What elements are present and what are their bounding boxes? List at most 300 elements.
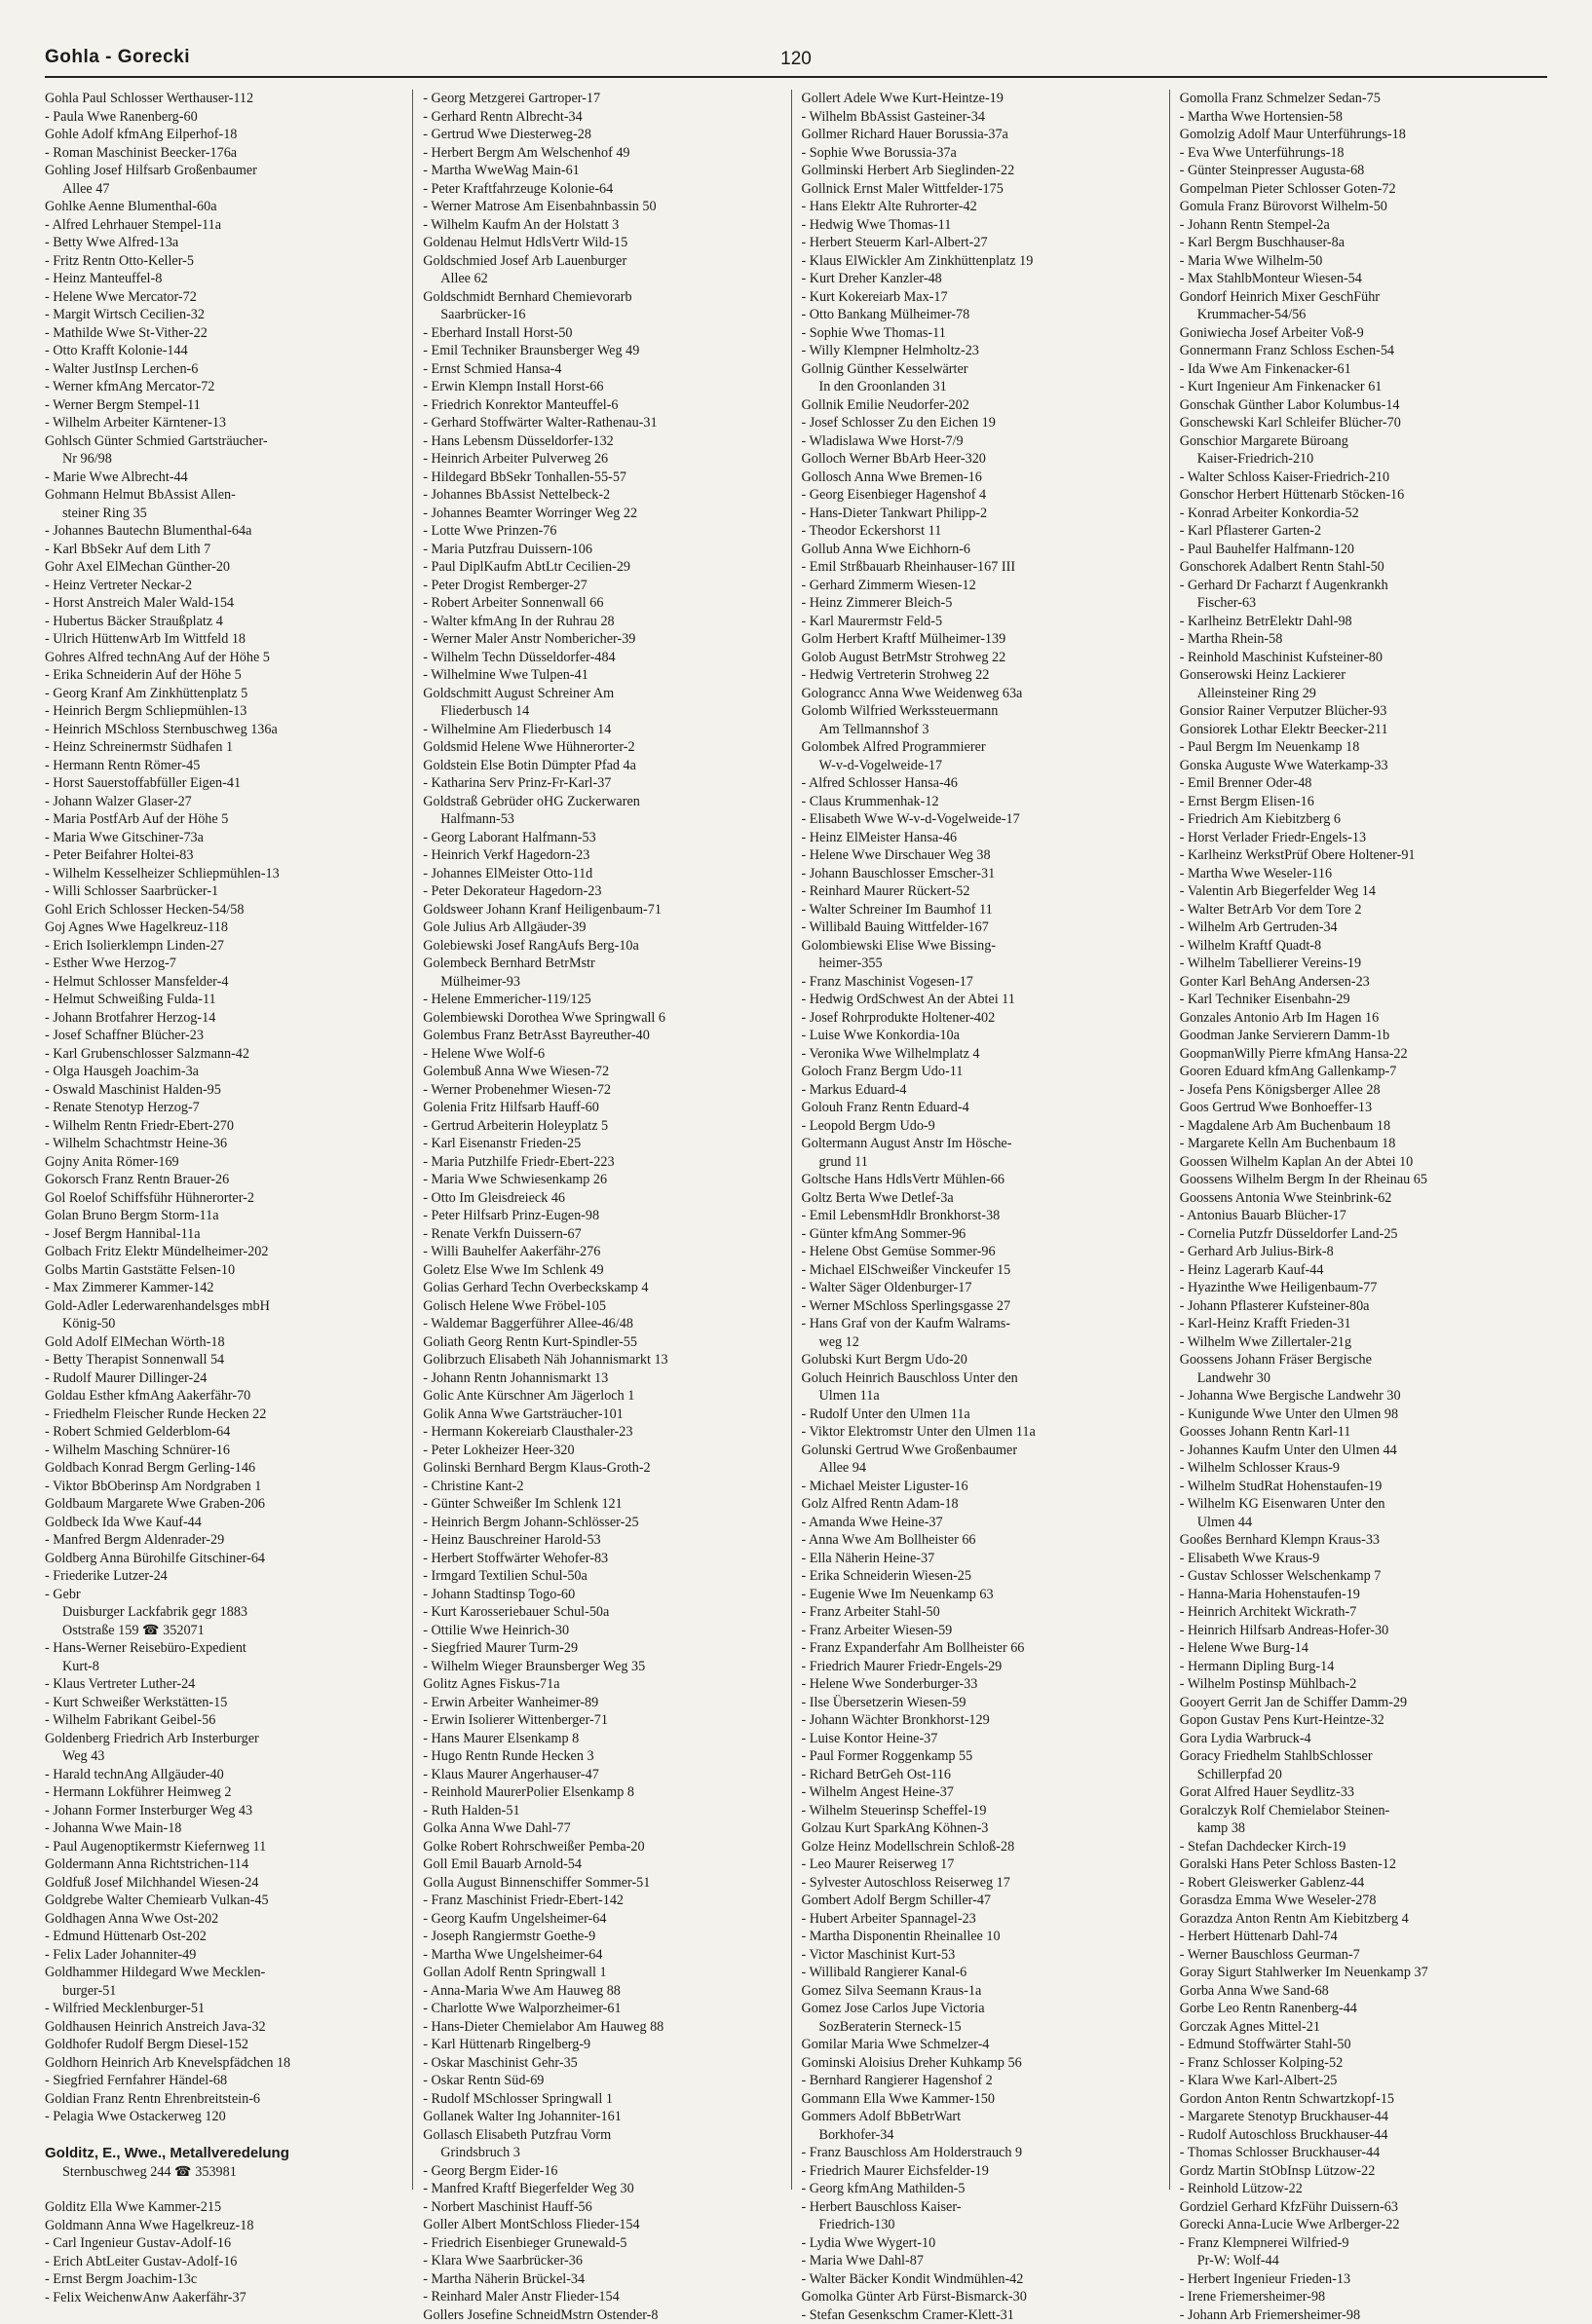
directory-entry: - Marie Wwe Albrecht-44 xyxy=(45,469,402,487)
directory-entry: - Theodor Eckershorst 11 xyxy=(802,522,1159,541)
directory-entry: - Günter Schweißer Im Schlenk 121 xyxy=(423,1495,780,1514)
directory-entry: - Maria Wwe Wilhelm-50 xyxy=(1180,252,1537,271)
directory-entry: - Pelagia Wwe Ostackerweg 120 xyxy=(45,2108,402,2126)
directory-entry: Goltz Berta Wwe Detlef-3a xyxy=(802,1189,1159,1208)
directory-entry: - Georg Laborant Halfmann-53 xyxy=(423,829,780,847)
entry-continuation: Sternbuschweg 244 ☎ 353981 xyxy=(45,2163,402,2182)
directory-entry: - Hermann Kokereiarb Clausthaler-23 xyxy=(423,1423,780,1442)
directory-entry: Gorczak Agnes Mittel-21 xyxy=(1180,2018,1537,2037)
directory-entry: - Johann Pflasterer Kufsteiner-80a xyxy=(1180,1297,1537,1316)
entry-continuation: Fliederbusch 14 xyxy=(423,702,780,721)
directory-entry: - Willi Schlosser Saarbrücker-1 xyxy=(45,882,402,901)
directory-entry: Golzau Kurt SparkAng Köhnen-3 xyxy=(802,1819,1159,1838)
entry-continuation: weg 12 xyxy=(802,1333,1159,1352)
entry-continuation: Ulmen 44 xyxy=(1180,1514,1537,1532)
directory-entry: Goldmann Anna Wwe Hagelkreuz-18 xyxy=(45,2217,402,2235)
directory-entry: - Wilhelm Postinsp Mühlbach-2 xyxy=(1180,1675,1537,1694)
directory-entry: - Reinhold Lützow-22 xyxy=(1180,2180,1537,2198)
directory-entry: - Friedrich Eisenbieger Grunewald-5 xyxy=(423,2234,780,2253)
directory-entry: - Heinz ElMeister Hansa-46 xyxy=(802,829,1159,847)
directory-entry: - Luise Kontor Heine-37 xyxy=(802,1730,1159,1748)
directory-entry: - Karl Eisenanstr Frieden-25 xyxy=(423,1135,780,1153)
directory-entry: Golembeck Bernhard BetrMstr xyxy=(423,955,780,973)
entry-continuation: Nr 96/98 xyxy=(45,450,402,469)
directory-entry: - Paul Bergm Im Neuenkamp 18 xyxy=(1180,738,1537,757)
entry-continuation: In den Groonlanden 31 xyxy=(802,378,1159,396)
directory-entry: - Erwin Arbeiter Wanheimer-89 xyxy=(423,1694,780,1712)
directory-entry: - Johann Bauschlosser Emscher-31 xyxy=(802,865,1159,883)
directory-entry: - Franz Bauschloss Am Holderstrauch 9 xyxy=(802,2144,1159,2162)
directory-entry: - Max StahlbMonteur Wiesen-54 xyxy=(1180,270,1537,288)
directory-entry: - Johann Brotfahrer Herzog-14 xyxy=(45,1009,402,1028)
directory-entry: - Franz Maschinist Friedr-Ebert-142 xyxy=(423,1892,780,1910)
directory-entry: - Peter Hilfsarb Prinz-Eugen-98 xyxy=(423,1207,780,1225)
directory-entry: - Herbert Steuerm Karl-Albert-27 xyxy=(802,234,1159,252)
directory-entry: Gorbe Leo Rentn Ranenberg-44 xyxy=(1180,2000,1537,2018)
directory-entry: - Richard BetrGeh Ost-116 xyxy=(802,1766,1159,1784)
directory-entry: - Maria Wwe Dahl-87 xyxy=(802,2252,1159,2270)
directory-entry: Goltsche Hans HdlsVertr Mühlen-66 xyxy=(802,1171,1159,1189)
entry-continuation: Halfmann-53 xyxy=(423,810,780,829)
directory-entry: Gollmer Richard Hauer Borussia-37a xyxy=(802,126,1159,144)
directory-entry: - Friedrich Konrektor Manteuffel-6 xyxy=(423,396,780,415)
directory-entry: - Leo Maurer Reiserweg 17 xyxy=(802,1855,1159,1874)
directory-entry: - Helene Wwe Burg-14 xyxy=(1180,1639,1537,1658)
directory-entry: - Paul Bauhelfer Halfmann-120 xyxy=(1180,541,1537,559)
spacer xyxy=(45,2181,402,2198)
directory-entry: Gokorsch Franz Rentn Brauer-26 xyxy=(45,1171,402,1189)
directory-entry: - Olga Hausgeh Joachim-3a xyxy=(45,1063,402,1081)
directory-entry: Gombert Adolf Bergm Schiller-47 xyxy=(802,1892,1159,1910)
directory-entry: - Johann Former Insterburger Weg 43 xyxy=(45,1802,402,1820)
directory-entry: Gominski Aloisius Dreher Kuhkamp 56 xyxy=(802,2054,1159,2073)
directory-entry: - Anna-Maria Wwe Am Hauweg 88 xyxy=(423,1982,780,2001)
directory-entry: Gojny Anita Römer-169 xyxy=(45,1153,402,1172)
directory-entry: - Walter JustInsp Lerchen-6 xyxy=(45,360,402,379)
directory-entry: Goll Emil Bauarb Arnold-54 xyxy=(423,1855,780,1874)
directory-entry: - Karl-Heinz Krafft Frieden-31 xyxy=(1180,1315,1537,1333)
directory-entry: - Klara Wwe Saarbrücker-36 xyxy=(423,2252,780,2270)
directory-entry: - Josef Rohrprodukte Holtener-402 xyxy=(802,1009,1159,1028)
directory-entry: - Betty Wwe Alfred-13a xyxy=(45,234,402,252)
directory-entry: - Robert Schmied Gelderblom-64 xyxy=(45,1423,402,1442)
entry-continuation: Fischer-63 xyxy=(1180,594,1537,613)
directory-entry: - Wilhelm Arbeiter Kärntener-13 xyxy=(45,414,402,432)
directory-entry: Goldfuß Josef Milchhandel Wiesen-24 xyxy=(45,1874,402,1893)
directory-entry: - Alfred Lehrhauer Stempel-11a xyxy=(45,216,402,235)
directory-entry: - Emil Brenner Oder-48 xyxy=(1180,774,1537,793)
directory-entry: Gorazdza Anton Rentn Am Kiebitzberg 4 xyxy=(1180,1910,1537,1929)
directory-entry: - Hugo Rentn Runde Hecken 3 xyxy=(423,1747,780,1766)
directory-entry: - Helene Wwe Wolf-6 xyxy=(423,1045,780,1064)
directory-entry: - Otto Bankang Mülheimer-78 xyxy=(802,306,1159,324)
directory-entry: - Veronika Wwe Wilhelmplatz 4 xyxy=(802,1045,1159,1064)
directory-entry: - Heinrich Arbeiter Pulverweg 26 xyxy=(423,450,780,469)
directory-entry: - Willi Bauhelfer Aakerfähr-276 xyxy=(423,1243,780,1261)
directory-entry: - Herbert Stoffwärter Wehofer-83 xyxy=(423,1550,780,1568)
directory-entry: - Wilhelm Tabellierer Vereins-19 xyxy=(1180,955,1537,973)
directory-entry: Goldschmidt Bernhard Chemievorarb xyxy=(423,288,780,307)
directory-entry: - Johann Rentn Stempel-2a xyxy=(1180,216,1537,235)
directory-entry: - Robert Gleiswerker Gablenz-44 xyxy=(1180,1874,1537,1893)
directory-entry: - Martha Näherin Brückel-34 xyxy=(423,2270,780,2289)
directory-entry: - Betty Therapist Sonnenwall 54 xyxy=(45,1351,402,1369)
directory-entry: Golditz, E., Wwe., Metallveredelung xyxy=(45,2144,402,2163)
directory-entry: Gohlke Aenne Blumenthal-60a xyxy=(45,198,402,216)
directory-columns xyxy=(45,90,1547,2190)
directory-entry: - Wilhelm Kaufm An der Holstatt 3 xyxy=(423,216,780,235)
directory-entry: - Wilhelm Wwe Zillertaler-21g xyxy=(1180,1333,1537,1352)
directory-entry: - Ilse Übersetzerin Wiesen-59 xyxy=(802,1694,1159,1712)
directory-entry: - Lydia Wwe Wygert-10 xyxy=(802,2234,1159,2253)
directory-entry: Goldstein Else Botin Dümpter Pfad 4a xyxy=(423,757,780,775)
directory-entry: Golias Gerhard Techn Overbeckskamp 4 xyxy=(423,1279,780,1297)
directory-entry: - Erich AbtLeiter Gustav-Adolf-16 xyxy=(45,2253,402,2271)
directory-entry: - Margit Wirtsch Cecilien-32 xyxy=(45,306,402,324)
directory-entry: Gonter Karl BehAng Andersen-23 xyxy=(1180,973,1537,992)
directory-entry: - Johanna Wwe Main-18 xyxy=(45,1819,402,1838)
directory-entry: - Walter Schloss Kaiser-Friedrich-210 xyxy=(1180,469,1537,487)
directory-entry: - Siegfried Fernfahrer Händel-68 xyxy=(45,2072,402,2090)
directory-entry: - Edmund Stoffwärter Stahl-50 xyxy=(1180,2036,1537,2054)
directory-entry: - Martha Rhein-58 xyxy=(1180,630,1537,649)
directory-entry: - Felix WeichenwAnw Aakerfähr-37 xyxy=(45,2289,402,2307)
directory-entry: - Ulrich HüttenwArb Im Wittfeld 18 xyxy=(45,630,402,649)
directory-entry: Gordon Anton Rentn Schwartzkopf-15 xyxy=(1180,2090,1537,2109)
page-header xyxy=(45,43,1547,72)
directory-entry: Goldschmitt August Schreiner Am xyxy=(423,685,780,703)
directory-entry: - Peter Kraftfahrzeuge Kolonie-64 xyxy=(423,180,780,199)
directory-entry: - Fritz Rentn Otto-Keller-5 xyxy=(45,252,402,271)
directory-entry: Gole Julius Arb Allgäuder-39 xyxy=(423,918,780,937)
directory-entry: - Maria Putzhilfe Friedr-Ebert-223 xyxy=(423,1153,780,1172)
directory-entry: - Ruth Halden-51 xyxy=(423,1802,780,1820)
directory-entry: Golebiewski Josef RangAufs Berg-10a xyxy=(423,937,780,956)
directory-entry: - Walter kfmAng In der Ruhrau 28 xyxy=(423,613,780,631)
directory-entry: - Oskar Rentn Süd-69 xyxy=(423,2072,780,2090)
directory-entry: - Karl Pflasterer Garten-2 xyxy=(1180,522,1537,541)
directory-entry: Golik Anna Wwe Gartsträucher-101 xyxy=(423,1406,780,1424)
entry-continuation: Duisburger Lackfabrik gegr 1883 xyxy=(45,1603,402,1622)
directory-entry: Gollnick Ernst Maler Wittfelder-175 xyxy=(802,180,1159,199)
directory-entry: Gold Adolf ElMechan Wörth-18 xyxy=(45,1333,402,1352)
directory-entry: - Helene Wwe Mercator-72 xyxy=(45,288,402,307)
entry-continuation: Kurt-8 xyxy=(45,1658,402,1676)
spacer xyxy=(45,2126,402,2144)
running-head: Gohla - Gorecki xyxy=(45,47,190,68)
entry-continuation: Allee 47 xyxy=(45,180,402,199)
directory-entry: - Gertrud Arbeiterin Holeyplatz 5 xyxy=(423,1117,780,1136)
directory-entry: - Josef Schaffner Blücher-23 xyxy=(45,1027,402,1045)
entry-continuation: Krummacher-54/56 xyxy=(1180,306,1537,324)
entry-continuation: heimer-355 xyxy=(802,955,1159,973)
directory-entry: Gorasdza Emma Wwe Weseler-278 xyxy=(1180,1892,1537,1910)
directory-entry: Gooyert Gerrit Jan de Schiffer Damm-29 xyxy=(1180,1694,1537,1712)
directory-entry: Goosses Johann Rentn Karl-11 xyxy=(1180,1423,1537,1442)
directory-entry: GoopmanWilly Pierre kfmAng Hansa-22 xyxy=(1180,1045,1537,1064)
directory-entry: - Markus Eduard-4 xyxy=(802,1081,1159,1100)
directory-entry: - Michael ElSchweißer Vinckeufer 15 xyxy=(802,1261,1159,1280)
directory-entry: - Victor Maschinist Kurt-53 xyxy=(802,1946,1159,1965)
directory-entry: - Wilfried Mecklenburger-51 xyxy=(45,2000,402,2018)
directory-entry: Gollers Josefine SchneidMstrn Ostender-8 xyxy=(423,2306,780,2324)
directory-entry: - Heinrich Hilfsarb Andreas-Hofer-30 xyxy=(1180,1622,1537,1640)
directory-entry: Goldhammer Hildegard Wwe Mecklen- xyxy=(45,1964,402,1982)
directory-entry: Golembiewski Dorothea Wwe Springwall 6 xyxy=(423,1009,780,1028)
directory-entry: - Sylvester Autoschloss Reiserweg 17 xyxy=(802,1874,1159,1893)
entry-continuation: Weg 43 xyxy=(45,1747,402,1766)
directory-entry: Gonska Auguste Wwe Waterkamp-33 xyxy=(1180,757,1537,775)
directory-entry: - Hans-Werner Reisebüro-Expedient xyxy=(45,1639,402,1658)
directory-entry: Gooren Eduard kfmAng Gallenkamp-7 xyxy=(1180,1063,1537,1081)
directory-entry: Gollan Adolf Rentn Springwall 1 xyxy=(423,1964,780,1982)
directory-entry: - Hans Maurer Elsenkamp 8 xyxy=(423,1730,780,1748)
directory-entry: - Friedrich Maurer Friedr-Engels-29 xyxy=(802,1658,1159,1676)
directory-entry: - Erika Schneiderin Auf der Höhe 5 xyxy=(45,666,402,685)
directory-entry: - Reinhard Maler Anstr Flieder-154 xyxy=(423,2288,780,2306)
directory-entry: - Georg Metzgerei Gartroper-17 xyxy=(423,90,780,108)
directory-entry: Gomula Franz Bürovorst Wilhelm-50 xyxy=(1180,198,1537,216)
directory-entry: - Heinz Vertreter Neckar-2 xyxy=(45,577,402,595)
directory-entry: - Emil Strßbauarb Rheinhauser-167 III xyxy=(802,558,1159,577)
directory-entry: - Johannes BbAssist Nettelbeck-2 xyxy=(423,486,780,505)
directory-entry: Goracy Friedhelm StahlbSchlosser xyxy=(1180,1747,1537,1766)
directory-entry: - Martha Wwe Ungelsheimer-64 xyxy=(423,1946,780,1965)
directory-entry: - Gertrud Wwe Diesterweg-28 xyxy=(423,126,780,144)
directory-entry: - Heinz Bauschreiner Harold-53 xyxy=(423,1531,780,1550)
directory-entry: - Hyazinthe Wwe Heiligenbaum-77 xyxy=(1180,1279,1537,1297)
directory-entry: - Wilhelm Wieger Braunsberger Weg 35 xyxy=(423,1658,780,1676)
directory-entry: - Martha Disponentin Rheinallee 10 xyxy=(802,1928,1159,1946)
directory-entry: - Sophie Wwe Borussia-37a xyxy=(802,144,1159,163)
directory-entry: Gohmann Helmut BbAssist Allen- xyxy=(45,486,402,505)
directory-entry: Golditz Ella Wwe Kammer-215 xyxy=(45,2198,402,2217)
directory-entry: - Antonius Bauarb Blücher-17 xyxy=(1180,1207,1537,1225)
directory-entry: - Martha Wwe Hortensien-58 xyxy=(1180,108,1537,127)
entry-continuation: Allee 62 xyxy=(423,270,780,288)
directory-entry: - Josef Bergm Hannibal-11a xyxy=(45,1225,402,1244)
directory-entry: - Reinhold Maschinist Kufsteiner-80 xyxy=(1180,649,1537,667)
directory-entry: - Friedrich Maurer Eichsfelder-19 xyxy=(802,2162,1159,2181)
directory-entry: Golitz Agnes Fiskus-71a xyxy=(423,1675,780,1694)
directory-entry: - Klaus Vertreter Luther-24 xyxy=(45,1675,402,1694)
directory-entry: - Ernst Bergm Joachim-13c xyxy=(45,2270,402,2289)
directory-entry: Golz Alfred Rentn Adam-18 xyxy=(802,1495,1159,1514)
directory-entry: - Peter Beifahrer Holtei-83 xyxy=(45,846,402,865)
directory-entry: Goller Albert MontSchloss Flieder-154 xyxy=(423,2216,780,2234)
directory-entry: - Harald technAng Allgäuder-40 xyxy=(45,1766,402,1784)
entry-continuation: W-v-d-Vogelweide-17 xyxy=(802,757,1159,775)
directory-entry: Gopon Gustav Pens Kurt-Heintze-32 xyxy=(1180,1711,1537,1730)
directory-entry: - Kurt Ingenieur Am Finkenacker 61 xyxy=(1180,378,1537,396)
directory-entry: Goldau Esther kfmAng Aakerfähr-70 xyxy=(45,1387,402,1406)
directory-entry: Goldhausen Heinrich Anstreich Java-32 xyxy=(45,2018,402,2037)
entry-continuation: burger-51 xyxy=(45,1982,402,2001)
entry-continuation: Friedrich-130 xyxy=(802,2216,1159,2234)
directory-entry: Gorecki Anna-Lucie Wwe Arlberger-22 xyxy=(1180,2216,1537,2234)
entry-continuation: Oststraße 159 ☎ 352071 xyxy=(45,1622,402,1640)
directory-entry: - Helene Obst Gemüse Sommer-96 xyxy=(802,1243,1159,1261)
directory-entry: - Heinrich Bergm Schliepmühlen-13 xyxy=(45,702,402,721)
directory-entry: Gonschewski Karl Schleifer Blücher-70 xyxy=(1180,414,1537,432)
directory-entry: Gohlsch Günter Schmied Gartsträucher- xyxy=(45,432,402,451)
directory-entry: Gollasch Elisabeth Putzfrau Vorm xyxy=(423,2126,780,2145)
directory-entry: - Heinz Manteuffel-8 xyxy=(45,270,402,288)
directory-entry: Gollosch Anna Wwe Bremen-16 xyxy=(802,469,1159,487)
entry-continuation: Mülheimer-93 xyxy=(423,973,780,992)
directory-entry: Goossens Antonia Wwe Steinbrink-62 xyxy=(1180,1189,1537,1208)
directory-entry: Gonschorek Adalbert Rentn Stahl-50 xyxy=(1180,558,1537,577)
directory-entry: - Helene Wwe Sonderburger-33 xyxy=(802,1675,1159,1694)
directory-entry: Gollnik Emilie Neudorfer-202 xyxy=(802,396,1159,415)
directory-entry: - Georg Kranf Am Zinkhüttenplatz 5 xyxy=(45,685,402,703)
directory-entry: Gohres Alfred technAng Auf der Höhe 5 xyxy=(45,649,402,667)
directory-entry: Golubski Kurt Bergm Udo-20 xyxy=(802,1351,1159,1369)
directory-entry: - Willy Klempner Helmholtz-23 xyxy=(802,342,1159,360)
entry-continuation: Schillerpfad 20 xyxy=(1180,1766,1537,1784)
directory-entry: - Wilhelmine Am Fliederbusch 14 xyxy=(423,721,780,739)
directory-entry: - Konrad Arbeiter Konkordia-52 xyxy=(1180,505,1537,523)
directory-entry: - Mathilde Wwe St-Vither-22 xyxy=(45,324,402,343)
entry-continuation: Borkhofer-34 xyxy=(802,2126,1159,2145)
directory-entry: Gol Roelof Schiffsführ Hühnerorter-2 xyxy=(45,1189,402,1208)
directory-entry: - Renate Verkfn Duissern-67 xyxy=(423,1225,780,1244)
directory-entry: - Herbert Ingenieur Frieden-13 xyxy=(1180,2270,1537,2289)
directory-entry: - Kurt Karosseriebauer Schul-50a xyxy=(423,1603,780,1622)
directory-entry: Gohle Adolf kfmAng Eilperhof-18 xyxy=(45,126,402,144)
directory-entry: Goldermann Anna Richtstrichen-114 xyxy=(45,1855,402,1874)
directory-entry: Gonsiorek Lothar Elektr Beecker-211 xyxy=(1180,721,1537,739)
directory-entry: - Edmund Hüttenarb Ost-202 xyxy=(45,1928,402,1946)
directory-entry: - Reinhold MaurerPolier Elsenkamp 8 xyxy=(423,1783,780,1802)
directory-entry: Goldbach Konrad Bergm Gerling-146 xyxy=(45,1459,402,1478)
directory-entry: Goldberg Anna Bürohilfe Gitschiner-64 xyxy=(45,1550,402,1568)
directory-entry: Goodman Janke Servierern Damm-1b xyxy=(1180,1027,1537,1045)
directory-entry: - Gerhard Arb Julius-Birk-8 xyxy=(1180,1243,1537,1261)
directory-entry: Gomolla Franz Schmelzer Sedan-75 xyxy=(1180,90,1537,108)
directory-entry: Goniwiecha Josef Arbeiter Voß-9 xyxy=(1180,324,1537,343)
directory-entry: - Johanna Wwe Bergische Landwehr 30 xyxy=(1180,1387,1537,1406)
directory-entry: - Oswald Maschinist Halden-95 xyxy=(45,1081,402,1100)
directory-entry: - Wilhelm Schlosser Kraus-9 xyxy=(1180,1459,1537,1478)
directory-entry: - Rudolf Unter den Ulmen 11a xyxy=(802,1406,1159,1424)
directory-entry: Gooßes Bernhard Klempn Kraus-33 xyxy=(1180,1531,1537,1550)
directory-entry: - Heinz Lagerarb Kauf-44 xyxy=(1180,1261,1537,1280)
directory-entry: - Horst Sauerstoffabfüller Eigen-41 xyxy=(45,774,402,793)
directory-entry: - Gebr xyxy=(45,1586,402,1604)
directory-entry: Gohr Axel ElMechan Günther-20 xyxy=(45,558,402,577)
directory-entry: - Wilhelm Kraftf Quadt-8 xyxy=(1180,937,1537,956)
directory-entry: - Ernst Bergm Elisen-16 xyxy=(1180,793,1537,811)
directory-entry: Gorba Anna Wwe Sand-68 xyxy=(1180,1982,1537,2001)
directory-entry: - Martha WweWag Main-61 xyxy=(423,162,780,180)
directory-entry: - Amanda Wwe Heine-37 xyxy=(802,1514,1159,1532)
directory-entry: Gonsior Rainer Verputzer Blücher-93 xyxy=(1180,702,1537,721)
directory-entry: - Günter kfmAng Sommer-96 xyxy=(802,1225,1159,1244)
directory-entry: - Hermann Dipling Burg-14 xyxy=(1180,1658,1537,1676)
directory-entry: - Katharina Serv Prinz-Fr-Karl-37 xyxy=(423,774,780,793)
directory-entry: Golbs Martin Gaststätte Felsen-10 xyxy=(45,1261,402,1280)
entry-continuation: Landwehr 30 xyxy=(1180,1369,1537,1388)
directory-entry: - Erwin Isolierer Wittenberger-71 xyxy=(423,1711,780,1730)
directory-entry: - Heinrich Verkf Hagedorn-23 xyxy=(423,846,780,865)
directory-entry: - Elisabeth Wwe W-v-d-Vogelweide-17 xyxy=(802,810,1159,829)
directory-entry: Golunski Gertrud Wwe Großenbaumer xyxy=(802,1442,1159,1460)
directory-entry: - Willibald Rangierer Kanal-6 xyxy=(802,1964,1159,1982)
directory-entry: Golenia Fritz Hilfsarb Hauff-60 xyxy=(423,1099,780,1117)
entry-continuation: grund 11 xyxy=(802,1153,1159,1172)
directory-entry: - Lotte Wwe Prinzen-76 xyxy=(423,522,780,541)
directory-entry: - Werner MSchloss Sperlingsgasse 27 xyxy=(802,1297,1159,1316)
directory-entry: Gorat Alfred Hauer Seydlitz-33 xyxy=(1180,1783,1537,1802)
directory-entry: Golloch Werner BbArb Heer-320 xyxy=(802,450,1159,469)
directory-entry: Gondorf Heinrich Mixer GeschFühr xyxy=(1180,288,1537,307)
directory-entry: - Paul Former Roggenkamp 55 xyxy=(802,1747,1159,1766)
directory-entry: - Charlotte Wwe Walporzheimer-61 xyxy=(423,2000,780,2018)
directory-entry: - Hermann Rentn Römer-45 xyxy=(45,757,402,775)
directory-entry: - Walter Schreiner Im Baumhof 11 xyxy=(802,901,1159,919)
directory-entry: - Franz Maschinist Vogesen-17 xyxy=(802,973,1159,992)
directory-entry: - Kurt Kokereiarb Max-17 xyxy=(802,288,1159,307)
directory-entry: - Horst Anstreich Maler Wald-154 xyxy=(45,594,402,613)
directory-entry: - Peter Lokheizer Heer-320 xyxy=(423,1442,780,1460)
directory-entry: Goldschmied Josef Arb Lauenburger xyxy=(423,252,780,271)
directory-entry: - Heinz Zimmerer Bleich-5 xyxy=(802,594,1159,613)
entry-continuation: Ulmen 11a xyxy=(802,1387,1159,1406)
directory-entry: - Georg kfmAng Mathilden-5 xyxy=(802,2180,1159,2198)
directory-entry: Goossen Wilhelm Kaplan An der Abtei 10 xyxy=(1180,1153,1537,1172)
directory-entry: - Peter Dekorateur Hagedorn-23 xyxy=(423,882,780,901)
directory-entry: - Johann Walzer Glaser-27 xyxy=(45,793,402,811)
directory-entry: - Horst Verlader Friedr-Engels-13 xyxy=(1180,829,1537,847)
directory-entry: - Ella Näherin Heine-37 xyxy=(802,1550,1159,1568)
directory-entry: Goldhagen Anna Wwe Ost-202 xyxy=(45,1910,402,1929)
directory-entry: - Anna Wwe Am Bollheister 66 xyxy=(802,1531,1159,1550)
directory-entry: Goldenau Helmut HdlsVertr Wild-15 xyxy=(423,234,780,252)
directory-entry: Gollnig Günther Kesselwärter xyxy=(802,360,1159,379)
directory-entry: Golob August BetrMstr Strohweg 22 xyxy=(802,649,1159,667)
directory-entry: Gonschior Margarete Büroang xyxy=(1180,432,1537,451)
directory-entry: - Wilhelm Angest Heine-37 xyxy=(802,1783,1159,1802)
directory-entry: - Viktor Elektromstr Unter den Ulmen 11a xyxy=(802,1423,1159,1442)
directory-entry: Golla August Binnenschiffer Sommer-51 xyxy=(423,1874,780,1893)
directory-entry: Goldgrebe Walter Chemiearb Vulkan-45 xyxy=(45,1892,402,1910)
directory-entry: Gollminski Herbert Arb Sieglinden-22 xyxy=(802,162,1159,180)
directory-entry: Gohl Erich Schlosser Hecken-54/58 xyxy=(45,901,402,919)
directory-entry: - Norbert Maschinist Hauff-56 xyxy=(423,2198,780,2217)
directory-entry: Golan Bruno Bergm Storm-11a xyxy=(45,1207,402,1225)
directory-entry: - Heinz Schreinermstr Südhafen 1 xyxy=(45,738,402,757)
directory-entry: Golic Ante Kürschner Am Jägerloch 1 xyxy=(423,1387,780,1406)
directory-entry: - Johannes Beamter Worringer Weg 22 xyxy=(423,505,780,523)
directory-entry: - Rudolf Maurer Dillinger-24 xyxy=(45,1369,402,1388)
directory-entry: - Margarete Kelln Am Buchenbaum 18 xyxy=(1180,1135,1537,1153)
directory-entry: - Emil LebensmHdlr Bronkhorst-38 xyxy=(802,1207,1159,1225)
directory-entry: - Wladislawa Wwe Horst-7/9 xyxy=(802,432,1159,451)
directory-entry: - Werner Bergm Stempel-11 xyxy=(45,396,402,415)
directory-entry: - Irene Friemersheimer-98 xyxy=(1180,2288,1537,2306)
directory-entry: Golibrzuch Elisabeth Näh Johannismarkt 13 xyxy=(423,1351,780,1369)
directory-entry: Goltermann August Anstr Im Hösche- xyxy=(802,1135,1159,1153)
page-number: 120 xyxy=(45,49,1547,70)
directory-entry: - Wilhelm Schachtmstr Heine-36 xyxy=(45,1135,402,1153)
directory-entry: Golka Anna Wwe Dahl-77 xyxy=(423,1819,780,1838)
directory-entry: - Johannes ElMeister Otto-11d xyxy=(423,865,780,883)
directory-entry: - Waldemar Baggerführer Allee-46/48 xyxy=(423,1315,780,1333)
directory-entry: - Gerhard Stoffwärter Walter-Rathenau-31 xyxy=(423,414,780,432)
directory-entry: - Manfred Kraftf Biegerfelder Weg 30 xyxy=(423,2180,780,2198)
directory-entry: - Roman Maschinist Beecker-176a xyxy=(45,144,402,163)
